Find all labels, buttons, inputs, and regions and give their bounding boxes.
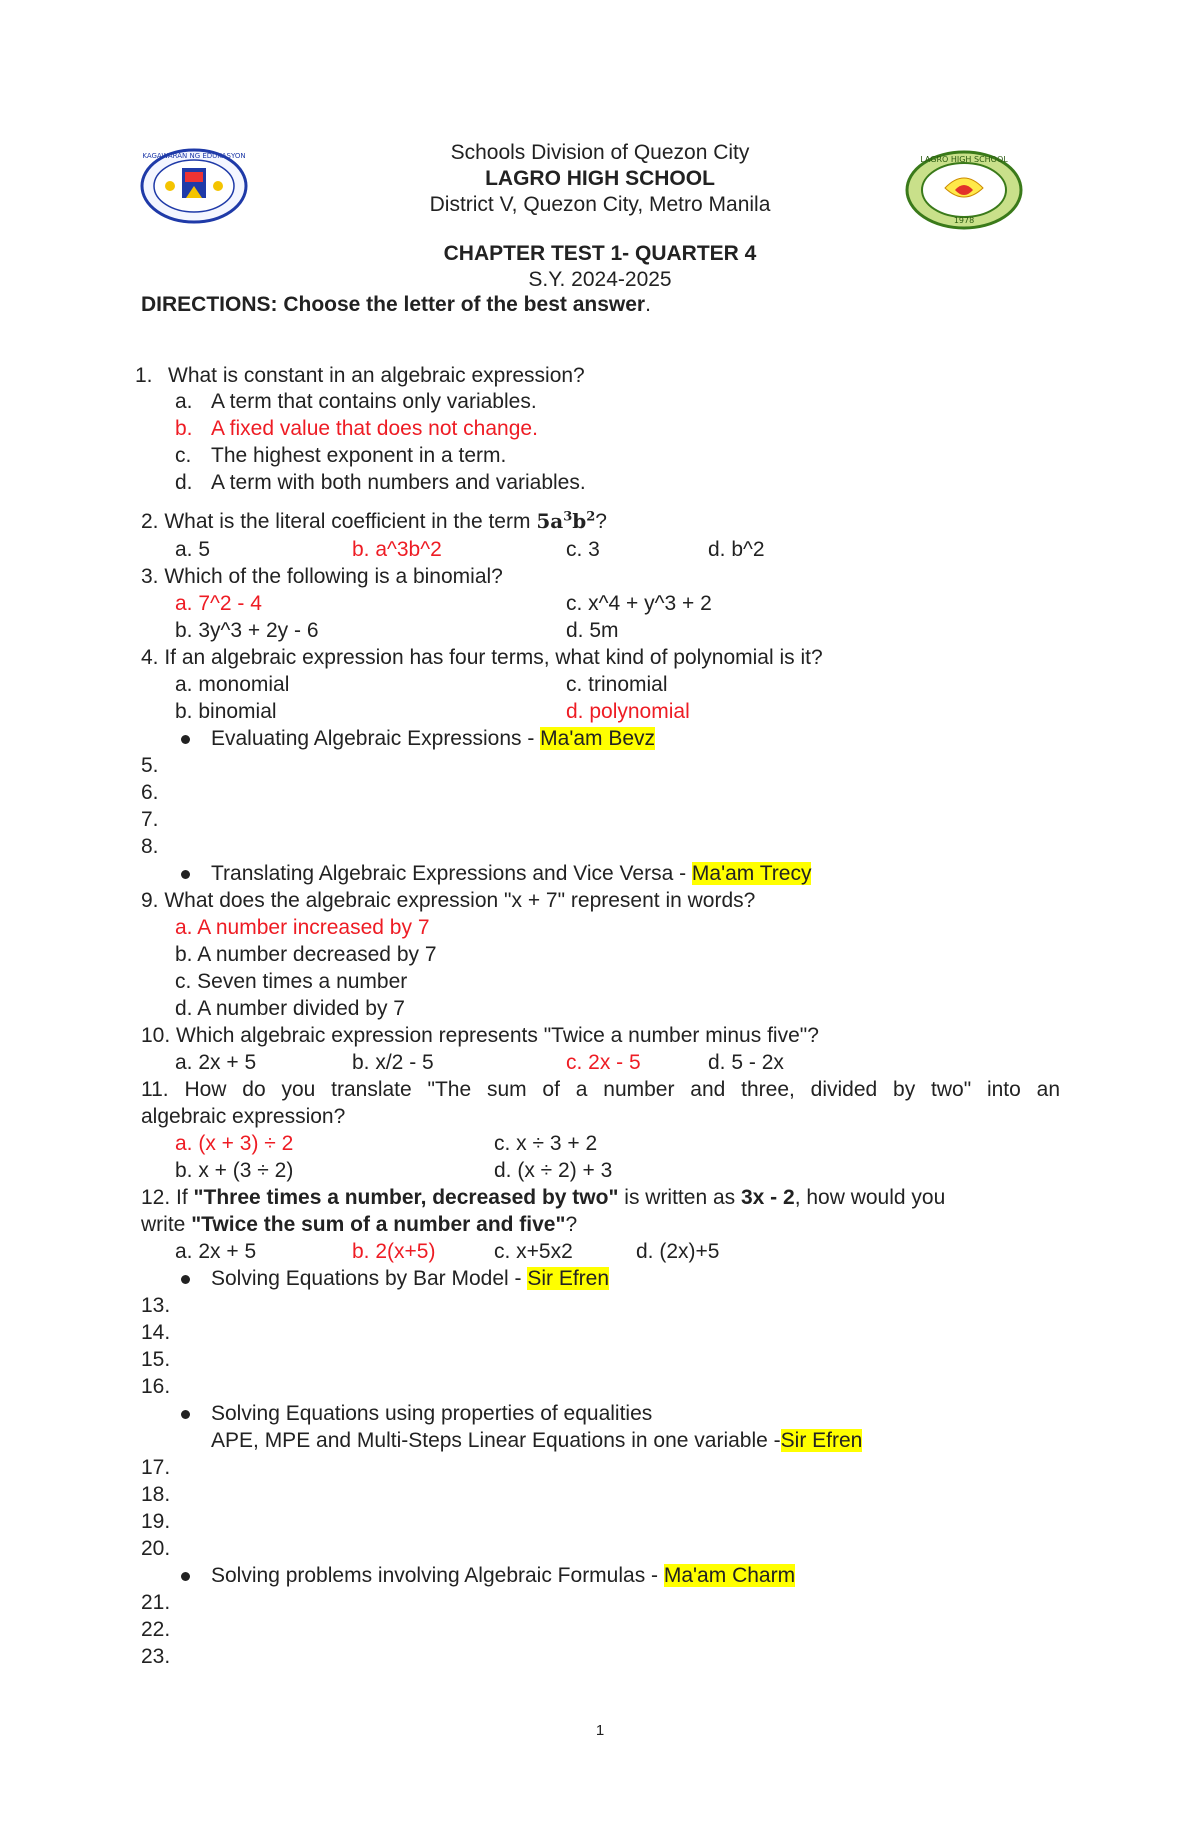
- blank-item: 21.: [141, 1591, 171, 1614]
- teacher-name: Ma'am Charm: [663, 1564, 796, 1587]
- q9-text: 9. What does the algebraic expression "x + 7" represent in words?: [141, 889, 756, 912]
- q12-option-a: a. 2x + 5: [175, 1240, 257, 1263]
- teacher-name: Ma'am Bevz: [540, 727, 656, 750]
- page-number: 1: [595, 1722, 605, 1739]
- school-year: S.Y. 2024-2025: [528, 268, 672, 291]
- q10-option-c: c. 2x - 5: [566, 1051, 641, 1074]
- blank-item: 16.: [141, 1375, 171, 1398]
- q12-option-c: c. x+5x2: [494, 1240, 573, 1263]
- q11-option-a: a. (x + 3) ÷ 2: [175, 1132, 294, 1155]
- q1-option-a-letter: a.: [175, 390, 193, 413]
- bullet-icon: [181, 870, 190, 879]
- blank-item: 8.: [141, 835, 159, 858]
- q1-option-b: A fixed value that does not change.: [211, 417, 538, 440]
- q12-option-d: d. (2x)+5: [636, 1240, 720, 1263]
- q10-option-d: d. 5 - 2x: [708, 1051, 784, 1074]
- lagro-logo-text: LAGRO HIGH SCHOOL: [920, 155, 1008, 164]
- q1-option-d-letter: d.: [175, 471, 193, 494]
- q11-option-d: d. (x ÷ 2) + 3: [494, 1159, 613, 1182]
- q9-option-c: c. Seven times a number: [175, 970, 408, 993]
- q4-option-b: b. binomial: [175, 700, 277, 723]
- test-title: CHAPTER TEST 1- QUARTER 4: [443, 242, 757, 265]
- q10-text: 10. Which algebraic expression represents "Twice a number minus five"?: [141, 1024, 819, 1047]
- q10-option-a: a. 2x + 5: [175, 1051, 257, 1074]
- lagro-logo-year: 1978: [953, 216, 975, 225]
- teacher-name: Sir Efren: [780, 1429, 863, 1452]
- q11-option-b: b. x + (3 ÷ 2): [175, 1159, 294, 1182]
- q1-option-c: The highest exponent in a term.: [211, 444, 507, 467]
- blank-item: 22.: [141, 1618, 171, 1641]
- q3-option-d: d. 5m: [566, 619, 619, 642]
- blank-item: 20.: [141, 1537, 171, 1560]
- q2-option-c: c. 3: [566, 538, 600, 561]
- q2-option-a: a. 5: [175, 538, 211, 561]
- q3-text: 3. Which of the following is a binomial?: [141, 565, 503, 588]
- blank-item: 15.: [141, 1348, 171, 1371]
- q2-text: 2. What is the literal coefficient in the term $5a^3b^2$?: [141, 509, 607, 533]
- school-address: District V, Quezon City, Metro Manila: [429, 193, 771, 216]
- q1-text: What is constant in an algebraic expression?: [168, 364, 585, 387]
- blank-item: 7.: [141, 808, 159, 831]
- blank-item: 5.: [141, 754, 159, 777]
- bullet-icon: [181, 1410, 190, 1419]
- teacher-name: Ma'am Trecy: [691, 862, 812, 885]
- q2-term: $5a^3b^2$: [536, 509, 596, 533]
- deped-seal-text: KAGAWARAN NG EDUKASYON: [142, 152, 246, 160]
- q12-option-b: b. 2(x+5): [352, 1240, 436, 1263]
- blank-item: 6.: [141, 781, 159, 804]
- bullet-icon: [181, 1275, 190, 1284]
- q11-text-line2: algebraic expression?: [141, 1105, 346, 1128]
- q3-option-b: b. 3y^3 + 2y - 6: [175, 619, 319, 642]
- blank-item: 17.: [141, 1456, 171, 1479]
- q4-option-d: d. polynomial: [566, 700, 690, 723]
- bullet-icon: [181, 1572, 190, 1581]
- bullet-icon: [181, 735, 190, 744]
- division-name: Schools Division of Quezon City: [450, 141, 750, 164]
- q12-text-line1: 12. If "Three times a number, decreased by two" is written as 3x - 2, how would you: [141, 1186, 946, 1209]
- blank-item: 18.: [141, 1483, 171, 1506]
- q9-option-d: d. A number divided by 7: [175, 997, 405, 1020]
- q1-option-d: A term with both numbers and variables.: [211, 471, 586, 494]
- q2-option-b: b. a^3b^2: [352, 538, 442, 561]
- q9-option-a: a. A number increased by 7: [175, 916, 430, 939]
- directions: DIRECTIONS: Choose the letter of the best answer.: [141, 293, 651, 316]
- q3-option-c: c. x^4 + y^3 + 2: [566, 592, 712, 615]
- q4-option-c: c. trinomial: [566, 673, 668, 696]
- q3-option-a: a. 7^2 - 4: [175, 592, 262, 615]
- q1-option-c-letter: c.: [175, 444, 192, 467]
- section-properties-line2: APE, MPE and Multi-Steps Linear Equations in one variable -Sir Efren: [211, 1429, 863, 1452]
- blank-item: 19.: [141, 1510, 171, 1533]
- q10-option-b: b. x/2 - 5: [352, 1051, 434, 1074]
- q11-text-line1: 11. How do you translate "The sum of a number and three, divided by two" into an: [141, 1078, 1060, 1101]
- q2-option-d: d. b^2: [708, 538, 765, 561]
- school-name: LAGRO HIGH SCHOOL: [485, 167, 715, 190]
- blank-item: 13.: [141, 1294, 171, 1317]
- q11-option-c: c. x ÷ 3 + 2: [494, 1132, 598, 1155]
- q12-text-line2: write "Twice the sum of a number and five"?: [141, 1213, 578, 1236]
- blank-item: 23.: [141, 1645, 171, 1668]
- teacher-name: Sir Efren: [527, 1267, 610, 1290]
- q1-option-a: A term that contains only variables.: [211, 390, 537, 413]
- q4-text: 4. If an algebraic expression has four terms, what kind of polynomial is it?: [141, 646, 823, 669]
- blank-item: 14.: [141, 1321, 171, 1344]
- q1-number: 1.: [135, 364, 153, 387]
- q9-option-b: b. A number decreased by 7: [175, 943, 437, 966]
- q4-option-a: a. monomial: [175, 673, 290, 696]
- q1-option-b-letter: b.: [175, 417, 193, 440]
